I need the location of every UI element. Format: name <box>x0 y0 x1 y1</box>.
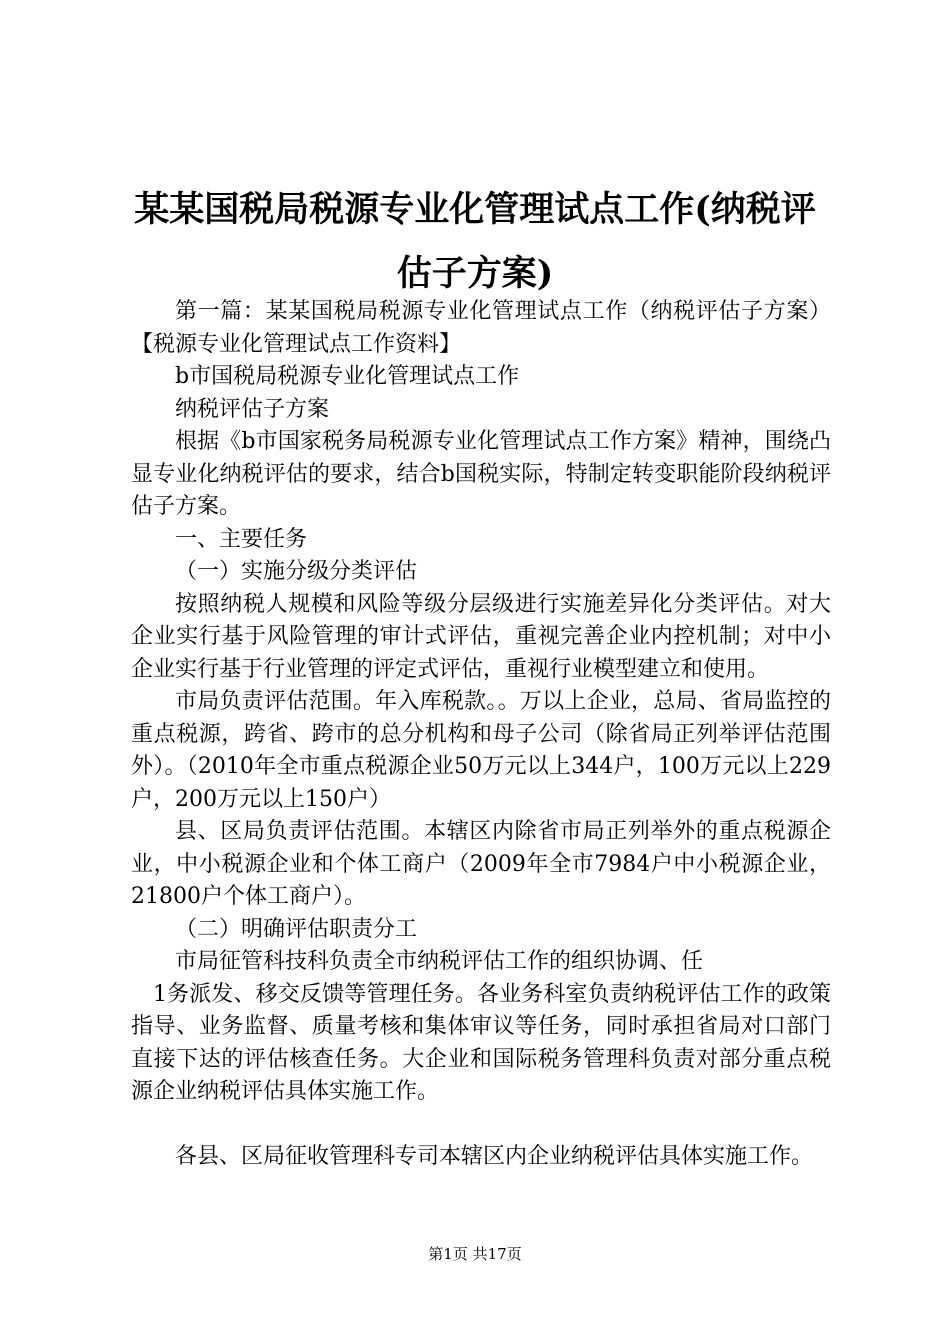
page-footer <box>0 1244 950 1264</box>
paragraph-classification: 按照纳税人规模和风险等级分层级进行实施差异化分类评估。对大企业实行基于风险管理的审计式评估，重视完善企业内控机制；对中小企业实行基于行业管理的评定式评估，重视行业模型建立和使用。 <box>131 591 831 682</box>
page-total: 共17页 <box>472 1245 522 1263</box>
title-line-1: 某某国税局税源专业化管理试点工作(纳税评 <box>134 189 816 230</box>
paragraph-duty-continued: 1务派发、移交反馈等管理任务。各业务科室负责纳税评估工作的政策指导、业务监督、质量考核和集体审议等任务，同时承担省局对口部门直接下达的评估核查任务。大企业和国际税务管理科负责对部分重点税源企业纳税评估具体实施工作。 <box>131 981 831 1104</box>
paragraph-county-scope: 县、区局负责评估范围。本辖区内除省市局正列举外的重点税源企业，中小税源企业和个体工商户（2009年全市7984户中小税源企业，21800户个体工商户）。 <box>131 819 831 909</box>
section-heading-main-tasks: 一、主要任务 <box>175 526 308 552</box>
subsection-heading-2: （二）明确评估职责分工 <box>175 916 418 942</box>
paragraph-county-duty: 各县、区局征收管理科专司本辖区内企业纳税评估具体实施工作。 <box>175 1143 814 1169</box>
document-title <box>130 178 820 306</box>
paragraph-plan-name: 纳税评估子方案 <box>175 396 330 422</box>
paragraph-city-scope: 市局负责评估范围。年入库税款。。万以上企业，总局、省局监控的重点税源，跨省、跨市的总分机构和母子公司（除省局正列举评估范围外）。（2010年全市重点税源企业50万元以上344户，100万元以上229户，200万元以上150户） <box>131 689 831 812</box>
paragraph-subtitle: b市国税局税源专业化管理试点工作 <box>175 364 520 389</box>
paragraph-intro: 第一篇：某某国税局税源专业化管理试点工作（纳税评估子方案）【税源专业化管理试点工作资料】 <box>131 299 831 357</box>
document-body <box>131 296 831 1173</box>
paragraph-duty-start: 市局征管科技科负责全市纳税评估工作的组织协调、任 <box>175 949 704 974</box>
paragraph-basis: 根据《b市国家税务局税源专业化管理试点工作方案》精神，围绕凸显专业化纳税评估的要求，结合b国税实际，特制定转变职能阶段纳税评估子方案。 <box>131 429 831 519</box>
page-number: 第1页 <box>428 1245 468 1263</box>
title-line-2: 估子方案) <box>396 253 554 294</box>
subsection-heading-1: （一）实施分级分类评估 <box>175 559 418 584</box>
